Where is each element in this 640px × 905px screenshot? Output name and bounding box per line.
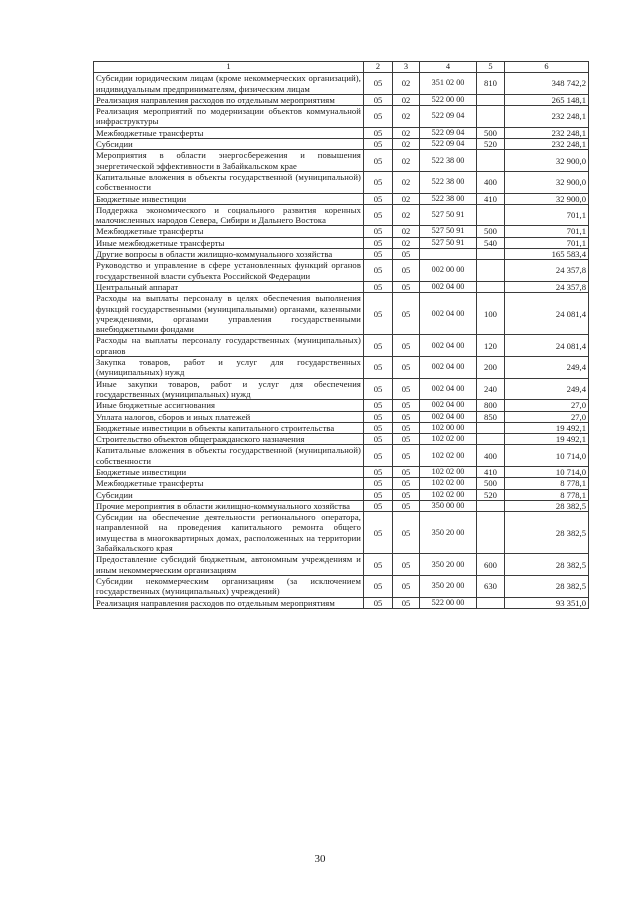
- subsection-code-cell: 02: [393, 150, 420, 172]
- item-name-cell: Иные межбюджетные трансферты: [94, 237, 364, 248]
- table-row: [94, 204, 589, 226]
- amount-cell: 28 382,5: [505, 512, 589, 554]
- target-article-cell: 102 02 00: [420, 489, 477, 500]
- item-name-cell: Межбюджетные трансферты: [94, 478, 364, 489]
- table-row: [94, 400, 589, 411]
- amount-cell: 32 900,0: [505, 193, 589, 204]
- subsection-code-cell: 05: [393, 378, 420, 400]
- expense-type-cell: [477, 249, 505, 260]
- section-code-cell: 05: [364, 554, 393, 576]
- section-code-cell: 05: [364, 73, 393, 95]
- table-body: [94, 73, 589, 609]
- table-row: [94, 422, 589, 433]
- item-name-cell: Закупка товаров, работ и услуг для государственных (муниципальных) нужд: [94, 357, 364, 379]
- item-name-cell: Реализация направления расходов по отдельным мероприятиям: [94, 597, 364, 608]
- table-row: [94, 73, 589, 95]
- section-code-cell: 05: [364, 411, 393, 422]
- expense-type-cell: 600: [477, 554, 505, 576]
- item-name-cell: Субсидии на обеспечение деятельности регионального оператора, направленной на проведения капитального ремонта общего имущества в многоквартирных домах, расположенных на территории Забайкальского края: [94, 512, 364, 554]
- section-code-cell: 05: [364, 139, 393, 150]
- table-row: [94, 434, 589, 445]
- section-code-cell: 05: [364, 226, 393, 237]
- table-row: [94, 171, 589, 193]
- section-code-cell: 05: [364, 597, 393, 608]
- amount-cell: 28 382,5: [505, 500, 589, 511]
- item-name-cell: Межбюджетные трансферты: [94, 127, 364, 138]
- table-header-row: [94, 62, 589, 73]
- amount-cell: 10 714,0: [505, 445, 589, 467]
- table-row: [94, 554, 589, 576]
- expense-type-cell: 520: [477, 139, 505, 150]
- table-row: [94, 226, 589, 237]
- amount-cell: 32 900,0: [505, 150, 589, 172]
- target-article-cell: 002 04 00: [420, 357, 477, 379]
- amount-cell: 24 357,8: [505, 281, 589, 292]
- amount-cell: 27,0: [505, 411, 589, 422]
- amount-cell: 165 583,4: [505, 249, 589, 260]
- target-article-cell: 522 00 00: [420, 94, 477, 105]
- budget-table: [93, 61, 589, 609]
- amount-cell: 27,0: [505, 400, 589, 411]
- expense-type-cell: 500: [477, 478, 505, 489]
- amount-cell: 24 081,4: [505, 293, 589, 335]
- item-name-cell: Центральный аппарат: [94, 281, 364, 292]
- subsection-code-cell: 05: [393, 281, 420, 292]
- expense-type-cell: 100: [477, 293, 505, 335]
- expense-type-cell: [477, 434, 505, 445]
- target-article-cell: 102 02 00: [420, 478, 477, 489]
- target-article-cell: 102 02 00: [420, 434, 477, 445]
- column-header: 2: [364, 62, 393, 73]
- target-article-cell: 351 02 00: [420, 73, 477, 95]
- subsection-code-cell: 05: [393, 445, 420, 467]
- section-code-cell: 05: [364, 378, 393, 400]
- expense-type-cell: 400: [477, 445, 505, 467]
- target-article-cell: 002 00 00: [420, 260, 477, 282]
- section-code-cell: 05: [364, 422, 393, 433]
- page-number: 30: [314, 853, 326, 865]
- expense-type-cell: [477, 94, 505, 105]
- table-row: [94, 445, 589, 467]
- target-article-cell: [420, 249, 477, 260]
- expense-type-cell: 540: [477, 237, 505, 248]
- item-name-cell: Бюджетные инвестиции в объекты капитального строительства: [94, 422, 364, 433]
- item-name-cell: Капитальные вложения в объекты государственной (муниципальной) собственности: [94, 171, 364, 193]
- target-article-cell: 527 50 91: [420, 226, 477, 237]
- target-article-cell: 527 50 91: [420, 237, 477, 248]
- subsection-code-cell: 02: [393, 106, 420, 128]
- amount-cell: 232 248,1: [505, 127, 589, 138]
- amount-cell: 249,4: [505, 378, 589, 400]
- column-header: 4: [420, 62, 477, 73]
- target-article-cell: 102 02 00: [420, 445, 477, 467]
- expense-type-cell: 410: [477, 466, 505, 477]
- target-article-cell: 527 50 91: [420, 204, 477, 226]
- section-code-cell: 05: [364, 357, 393, 379]
- target-article-cell: 522 38 00: [420, 193, 477, 204]
- table-row: [94, 260, 589, 282]
- item-name-cell: Межбюджетные трансферты: [94, 226, 364, 237]
- table-row: [94, 150, 589, 172]
- target-article-cell: 102 00 00: [420, 422, 477, 433]
- section-code-cell: 05: [364, 466, 393, 477]
- expense-type-cell: [477, 422, 505, 433]
- subsection-code-cell: 02: [393, 127, 420, 138]
- expense-type-cell: 120: [477, 335, 505, 357]
- item-name-cell: Строительство объектов общегражданского назначения: [94, 434, 364, 445]
- expense-type-cell: [477, 260, 505, 282]
- section-code-cell: 05: [364, 434, 393, 445]
- column-header: 6: [505, 62, 589, 73]
- section-code-cell: 05: [364, 512, 393, 554]
- target-article-cell: 350 00 00: [420, 500, 477, 511]
- amount-cell: 93 351,0: [505, 597, 589, 608]
- table-row: [94, 94, 589, 105]
- expense-type-cell: [477, 281, 505, 292]
- amount-cell: 265 148,1: [505, 94, 589, 105]
- subsection-code-cell: 05: [393, 500, 420, 511]
- section-code-cell: 05: [364, 575, 393, 597]
- section-code-cell: 05: [364, 171, 393, 193]
- target-article-cell: 522 09 04: [420, 139, 477, 150]
- section-code-cell: 05: [364, 127, 393, 138]
- table-row: [94, 357, 589, 379]
- section-code-cell: 05: [364, 293, 393, 335]
- section-code-cell: 05: [364, 335, 393, 357]
- table-row: [94, 127, 589, 138]
- amount-cell: 249,4: [505, 357, 589, 379]
- item-name-cell: Бюджетные инвестиции: [94, 466, 364, 477]
- target-article-cell: 002 04 00: [420, 378, 477, 400]
- subsection-code-cell: 02: [393, 226, 420, 237]
- target-article-cell: 522 09 04: [420, 127, 477, 138]
- item-name-cell: Расходы на выплаты персоналу государственных (муниципальных) органов: [94, 335, 364, 357]
- expense-type-cell: 410: [477, 193, 505, 204]
- table-row: [94, 293, 589, 335]
- item-name-cell: Другие вопросы в области жилищно-коммунального хозяйства: [94, 249, 364, 260]
- expense-type-cell: 520: [477, 489, 505, 500]
- section-code-cell: 05: [364, 400, 393, 411]
- subsection-code-cell: 05: [393, 478, 420, 489]
- expense-type-cell: [477, 597, 505, 608]
- subsection-code-cell: 05: [393, 260, 420, 282]
- subsection-code-cell: 05: [393, 512, 420, 554]
- item-name-cell: Субсидии: [94, 489, 364, 500]
- target-article-cell: 522 38 00: [420, 150, 477, 172]
- section-code-cell: 05: [364, 237, 393, 248]
- expense-type-cell: 400: [477, 171, 505, 193]
- target-article-cell: 002 04 00: [420, 411, 477, 422]
- table-row: [94, 281, 589, 292]
- item-name-cell: Субсидии: [94, 139, 364, 150]
- amount-cell: 10 714,0: [505, 466, 589, 477]
- subsection-code-cell: 05: [393, 422, 420, 433]
- item-name-cell: Бюджетные инвестиции: [94, 193, 364, 204]
- subsection-code-cell: 05: [393, 575, 420, 597]
- subsection-code-cell: 05: [393, 357, 420, 379]
- section-code-cell: 05: [364, 478, 393, 489]
- table-row: [94, 575, 589, 597]
- target-article-cell: 002 04 00: [420, 400, 477, 411]
- table-row: [94, 478, 589, 489]
- item-name-cell: Иные закупки товаров, работ и услуг для обеспечения государственных (муниципальных) нужд: [94, 378, 364, 400]
- table-row: [94, 411, 589, 422]
- subsection-code-cell: 02: [393, 73, 420, 95]
- expense-type-cell: 500: [477, 127, 505, 138]
- expense-type-cell: 500: [477, 226, 505, 237]
- expense-type-cell: 850: [477, 411, 505, 422]
- subsection-code-cell: 02: [393, 139, 420, 150]
- expense-type-cell: [477, 500, 505, 511]
- subsection-code-cell: 02: [393, 237, 420, 248]
- table-row: [94, 378, 589, 400]
- target-article-cell: 002 04 00: [420, 335, 477, 357]
- subsection-code-cell: 05: [393, 249, 420, 260]
- amount-cell: 348 742,2: [505, 73, 589, 95]
- amount-cell: 28 382,5: [505, 554, 589, 576]
- target-article-cell: 102 02 00: [420, 466, 477, 477]
- amount-cell: 28 382,5: [505, 575, 589, 597]
- subsection-code-cell: 02: [393, 171, 420, 193]
- item-name-cell: Субсидии юридическим лицам (кроме некоммерческих организаций), индивидуальным предпринимателям, физическим лицам: [94, 73, 364, 95]
- expense-type-cell: 800: [477, 400, 505, 411]
- expense-type-cell: [477, 204, 505, 226]
- table-row: [94, 500, 589, 511]
- section-code-cell: 05: [364, 204, 393, 226]
- table-row: [94, 193, 589, 204]
- amount-cell: 232 248,1: [505, 106, 589, 128]
- target-article-cell: 522 00 00: [420, 597, 477, 608]
- subsection-code-cell: 05: [393, 466, 420, 477]
- section-code-cell: 05: [364, 445, 393, 467]
- subsection-code-cell: 02: [393, 204, 420, 226]
- item-name-cell: Предоставление субсидий бюджетным, автономным учреждениям и иным некоммерческим организациям: [94, 554, 364, 576]
- table-row: [94, 597, 589, 608]
- item-name-cell: Уплата налогов, сборов и иных платежей: [94, 411, 364, 422]
- column-header: 5: [477, 62, 505, 73]
- subsection-code-cell: 05: [393, 335, 420, 357]
- section-code-cell: 05: [364, 260, 393, 282]
- subsection-code-cell: 02: [393, 193, 420, 204]
- amount-cell: 701,1: [505, 226, 589, 237]
- section-code-cell: 05: [364, 500, 393, 511]
- target-article-cell: 350 20 00: [420, 554, 477, 576]
- target-article-cell: 350 20 00: [420, 512, 477, 554]
- table-row: [94, 489, 589, 500]
- subsection-code-cell: 05: [393, 400, 420, 411]
- expense-type-cell: [477, 106, 505, 128]
- target-article-cell: 002 04 00: [420, 293, 477, 335]
- amount-cell: 701,1: [505, 237, 589, 248]
- section-code-cell: 05: [364, 150, 393, 172]
- amount-cell: 19 492,1: [505, 434, 589, 445]
- table-row: [94, 139, 589, 150]
- section-code-cell: 05: [364, 249, 393, 260]
- subsection-code-cell: 02: [393, 94, 420, 105]
- table-row: [94, 237, 589, 248]
- expense-type-cell: 810: [477, 73, 505, 95]
- subsection-code-cell: 05: [393, 554, 420, 576]
- amount-cell: 24 081,4: [505, 335, 589, 357]
- item-name-cell: Капитальные вложения в объекты государственной (муниципальной) собственности: [94, 445, 364, 467]
- target-article-cell: 002 04 00: [420, 281, 477, 292]
- amount-cell: 8 778,1: [505, 478, 589, 489]
- expense-type-cell: 240: [477, 378, 505, 400]
- table-row: [94, 249, 589, 260]
- section-code-cell: 05: [364, 94, 393, 105]
- section-code-cell: 05: [364, 106, 393, 128]
- expense-type-cell: [477, 150, 505, 172]
- expense-type-cell: 630: [477, 575, 505, 597]
- table-row: [94, 466, 589, 477]
- table-row: [94, 512, 589, 554]
- column-header: 1: [94, 62, 364, 73]
- item-name-cell: Иные бюджетные ассигнования: [94, 400, 364, 411]
- amount-cell: 32 900,0: [505, 171, 589, 193]
- target-article-cell: 522 38 00: [420, 171, 477, 193]
- item-name-cell: Поддержка экономического и социального развития коренных малочисленных народов Севера, Сибири и Дальнего Востока: [94, 204, 364, 226]
- item-name-cell: Расходы на выплаты персоналу в целях обеспечения выполнения функций государственными (муниципальными) органами, казенными учреждениями, органами управления государственными внебюджетными фондами: [94, 293, 364, 335]
- section-code-cell: 05: [364, 281, 393, 292]
- subsection-code-cell: 05: [393, 489, 420, 500]
- subsection-code-cell: 05: [393, 597, 420, 608]
- item-name-cell: Мероприятия в области энергосбережения и повышения энергетической эффективности в Забайкальском крае: [94, 150, 364, 172]
- item-name-cell: Субсидии некоммерческим организациям (за исключением государственных (муниципальных) учреждений): [94, 575, 364, 597]
- amount-cell: 701,1: [505, 204, 589, 226]
- amount-cell: 232 248,1: [505, 139, 589, 150]
- item-name-cell: Реализация направления расходов по отдельным мероприятиям: [94, 94, 364, 105]
- item-name-cell: Руководство и управление в сфере установленных функций органов государственной власти субъекта Российской Федерации: [94, 260, 364, 282]
- amount-cell: 8 778,1: [505, 489, 589, 500]
- table-row: [94, 106, 589, 128]
- expense-type-cell: 200: [477, 357, 505, 379]
- table-row: [94, 335, 589, 357]
- target-article-cell: 522 09 04: [420, 106, 477, 128]
- amount-cell: 24 357,8: [505, 260, 589, 282]
- item-name-cell: Прочие мероприятия в области жилищно-коммунального хозяйства: [94, 500, 364, 511]
- column-header: 3: [393, 62, 420, 73]
- item-name-cell: Реализация мероприятий по модернизации объектов коммунальной инфраструктуры: [94, 106, 364, 128]
- section-code-cell: 05: [364, 489, 393, 500]
- subsection-code-cell: 05: [393, 434, 420, 445]
- expense-type-cell: [477, 512, 505, 554]
- target-article-cell: 350 20 00: [420, 575, 477, 597]
- subsection-code-cell: 05: [393, 293, 420, 335]
- section-code-cell: 05: [364, 193, 393, 204]
- subsection-code-cell: 05: [393, 411, 420, 422]
- amount-cell: 19 492,1: [505, 422, 589, 433]
